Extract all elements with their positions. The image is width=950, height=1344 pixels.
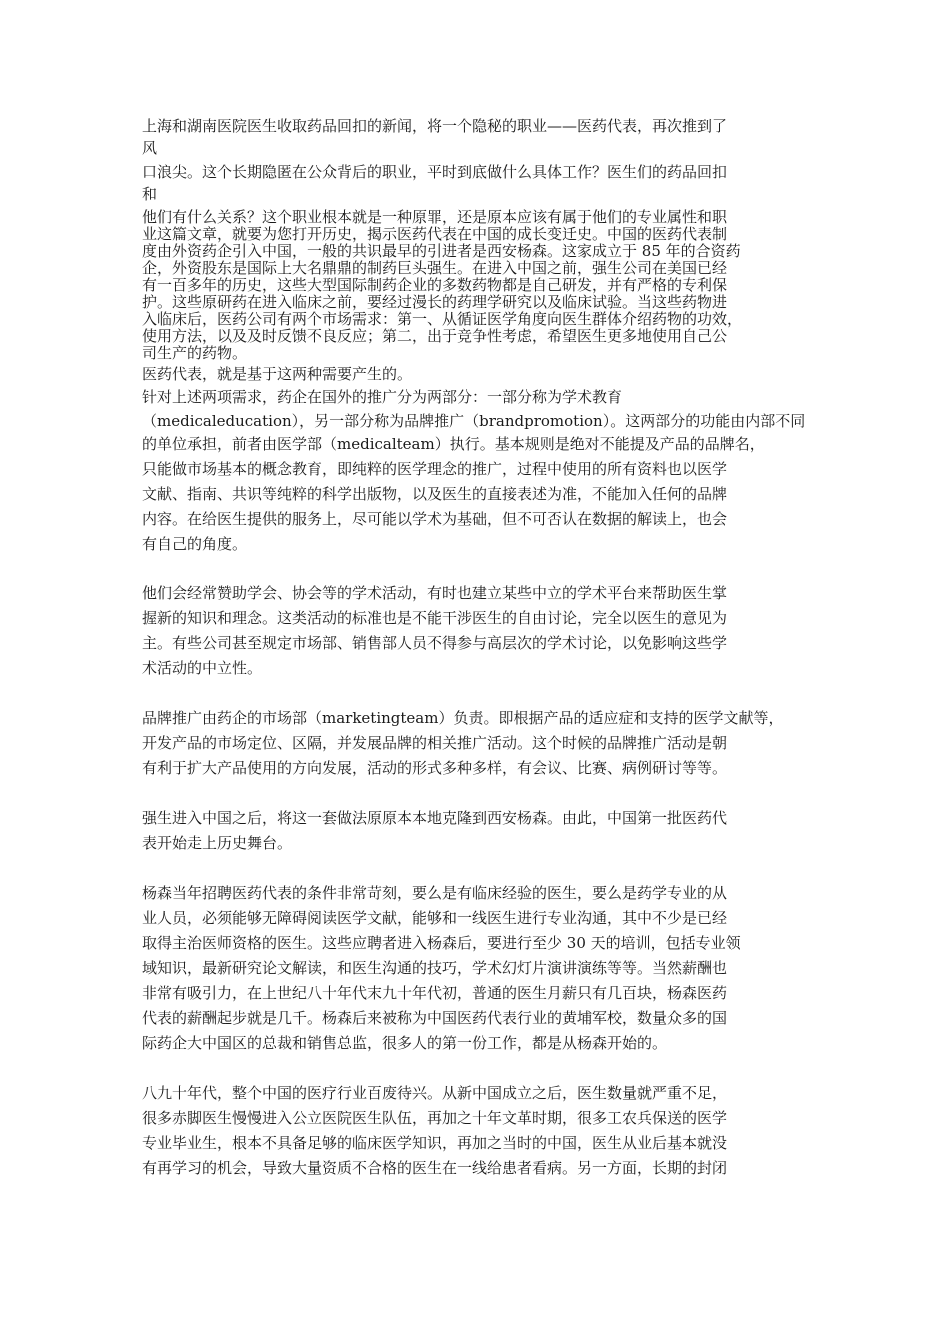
text-line: 表开始走上历史舞台。 [142, 834, 293, 852]
text-line: 业这篇文章，就要为您打开历史，揭示医药代表在中国的成长变迁史。中国的医药代表制 [142, 225, 728, 243]
text-line: 他们有什么关系？这个职业根本就是一种原罪，还是原本应该有属于他们的专业属性和职 [142, 208, 728, 226]
text-line: 入临床后，医药公司有两个市场需求：第一、从循证医学角度向医生群体介绍药物的功效， [142, 310, 743, 328]
text-line: 企，外资股东是国际上大名鼎鼎的制药巨头强生。在进入中国之前，强生公司在美国已经 [142, 259, 728, 277]
text-line: 取得主治医师资格的医生。这些应聘者进入杨森后，要进行至少 30 天的培训，包括专业领 [142, 934, 741, 952]
text-line: 主。有些公司甚至规定市场部、销售部人员不得参与高层次的学术讨论，以免影响这些学 [142, 634, 728, 652]
text-line: 使用方法，以及及时反馈不良反应；第二，出于竞争性考虑，希望医生更多地使用自己公 [142, 327, 728, 345]
text-line: 的单位承担，前者由医学部（medicalteam）执行。基本规则是绝对不能提及产品的品牌名， [142, 435, 765, 453]
text-line: 开发产品的市场定位、区隔，并发展品牌的相关推广活动。这个时候的品牌推广活动是朝 [142, 734, 728, 752]
text-line: 他们会经常赞助学会、协会等的学术活动，有时也建立某些中立的学术平台来帮助医生掌 [142, 584, 728, 602]
text-line: 有再学习的机会，导致大量资质不合格的医生在一线给患者看病。另一方面，长期的封闭 [142, 1159, 728, 1177]
text-line: 域知识，最新研究论文解读，和医生沟通的技巧，学术幻灯片演讲演练等等。当然薪酬也 [142, 959, 728, 977]
text-line: 护。这些原研药在进入临床之前，要经过漫长的药理学研究以及临床试验。当这些药物进 [142, 293, 728, 311]
text-line: 非常有吸引力，在上世纪八十年代末九十年代初，普通的医生月薪只有几百块，杨森医药 [142, 984, 728, 1002]
text-line: 有一百多年的历史，这些大型国际制药企业的多数药物都是自己研发，并有严格的专利保 [142, 276, 728, 294]
text-line: 有利于扩大产品使用的方向发展，活动的形式多种多样，有会议、比赛、病例研讨等等。 [142, 759, 728, 777]
text-line: 只能做市场基本的概念教育，即纯粹的医学理念的推广，过程中使用的所有资料也以医学 [142, 460, 728, 478]
text-line: 杨森当年招聘医药代表的条件非常苛刻，要么是有临床经验的医生，要么是药学专业的从 [142, 884, 728, 902]
text-line: 八九十年代，整个中国的医疗行业百废待兴。从新中国成立之后，医生数量就严重不足， [142, 1084, 728, 1102]
text-line: 际药企大中国区的总裁和销售总监，很多人的第一份工作，都是从杨森开始的。 [142, 1034, 668, 1052]
text-line: 专业毕业生，根本不具备足够的临床医学知识，再加之当时的中国，医生从业后基本就没 [142, 1134, 728, 1152]
text-line: 强生进入中国之后，将这一套做法原原本本地克隆到西安杨森。由此，中国第一批医药代 [142, 809, 728, 827]
text-line: 品牌推广由药企的市场部（marketingteam）负责。即根据产品的适应症和支持的医学文献等， [142, 709, 784, 727]
text-line: 文献、指南、共识等纯粹的科学出版物，以及医生的直接表述为准，不能加入任何的品牌 [142, 485, 728, 503]
text-line: 有自己的角度。 [142, 535, 248, 553]
text-line: 和 [142, 185, 158, 203]
text-line: 上海和湖南医院医生收取药品回扣的新闻，将一个隐秘的职业——医药代表，再次推到了 [142, 117, 728, 135]
text-line: 风 [142, 139, 158, 157]
text-line: （medicaleducation），另一部分称为品牌推广（brandpromotion）。这两部分的功能由内部不同 [142, 412, 806, 430]
text-line: 握新的知识和理念。这类活动的标准也是不能干涉医生的自由讨论，完全以医生的意见为 [142, 609, 728, 627]
text-line: 司生产的药物。 [142, 344, 248, 362]
text-line: 度由外资药企引入中国，一般的共识最早的引进者是西安杨森。这家成立于 85 年的合资药 [142, 242, 741, 260]
text-line: 术活动的中立性。 [142, 659, 263, 677]
text-line: 代表的薪酬起步就是几千。杨森后来被称为中国医药代表行业的黄埔军校，数量众多的国 [142, 1009, 728, 1027]
text-line: 口浪尖。这个长期隐匿在公众背后的职业，平时到底做什么具体工作？医生们的药品回扣 [142, 163, 728, 181]
text-line: 很多赤脚医生慢慢进入公立医院医生队伍，再加之十年文革时期，很多工农兵保送的医学 [142, 1109, 728, 1127]
text-line: 内容。在给医生提供的服务上，尽可能以学术为基础，但不可否认在数据的解读上，也会 [142, 510, 728, 528]
text-line: 针对上述两项需求，药企在国外的推广分为两部分：一部分称为学术教育 [142, 388, 623, 406]
text-line: 医药代表，就是基于这两种需要产生的。 [142, 365, 413, 383]
text-line: 业人员，必须能够无障碍阅读医学文献，能够和一线医生进行专业沟通，其中不少是已经 [142, 909, 728, 927]
